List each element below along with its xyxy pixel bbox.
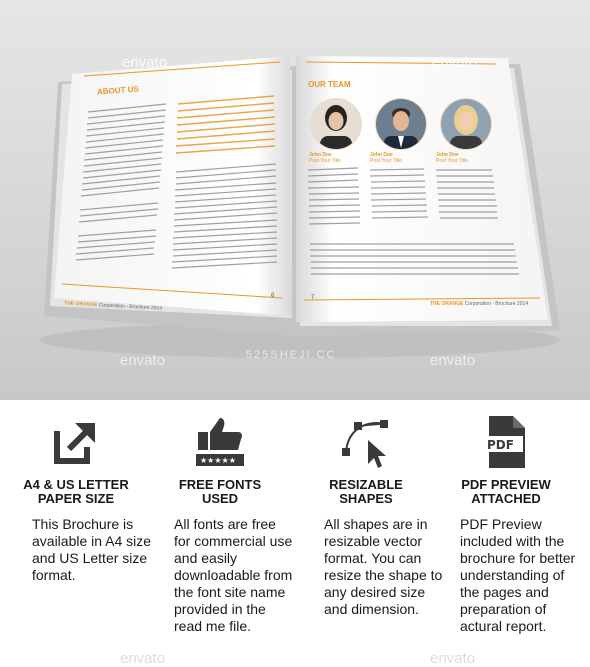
pdf-file-icon — [476, 412, 536, 472]
footer-text: Corporation - Brochure 2014 — [464, 301, 529, 307]
team-member-name: John Doe — [309, 152, 332, 158]
feature-title-line: PDF PREVIEW — [461, 477, 551, 492]
feature-title-line: RESIZABLE — [329, 477, 403, 492]
team-member-2 — [370, 152, 402, 164]
team-member-role: Post Your Title — [309, 158, 341, 164]
left-page — [54, 56, 292, 316]
feature-title-line: A4 & US LETTER — [23, 477, 129, 492]
envato-watermark: envato — [430, 352, 476, 369]
team-member-name: John Doe — [370, 152, 393, 158]
feature-description: PDF Preview included with the brochure for better understanding of the pages and preparation of actural report. — [460, 516, 576, 634]
left-page-heading: ABOUT US — [96, 84, 140, 97]
team-member-name: John Doe — [436, 152, 459, 158]
right-page-heading: OUR TEAM — [308, 80, 351, 89]
team-member-role: Post Your Title — [370, 158, 402, 164]
right-page — [296, 56, 548, 322]
feature-title — [436, 478, 576, 506]
feature-resizable-shapes — [296, 412, 436, 506]
feature-title-line: USED — [201, 491, 239, 506]
footer-brand: THE ORANGE — [63, 300, 98, 309]
footer-text: Corporation - Brochure 2014 — [98, 302, 163, 312]
feature-title-line: SHAPES — [339, 491, 393, 506]
feature-title — [150, 478, 290, 506]
vector-pen-icon — [336, 412, 396, 472]
envato-watermark: envato — [430, 650, 476, 667]
feature-title — [296, 478, 436, 506]
left-page-number: 6 — [271, 293, 275, 299]
team-member-3 — [436, 152, 468, 164]
team-member-1 — [309, 152, 341, 164]
resize-arrow-icon — [46, 412, 106, 472]
feature-paper-size — [6, 412, 146, 506]
feature-free-fonts — [150, 412, 290, 506]
feature-title-line: FREE FONTS — [178, 477, 262, 492]
feature-pdf-preview — [436, 412, 576, 506]
feature-title-line: ATTACHED — [471, 491, 541, 506]
right-page-footer — [430, 301, 528, 307]
envato-watermark: envato — [120, 650, 166, 667]
footer-brand: THE ORANGE — [430, 301, 464, 307]
feature-description: All shapes are in resizable vector format. You can resize the shape to any desired size and dimension. — [324, 516, 443, 617]
team-member-role: Post Your Title — [436, 158, 468, 164]
envato-watermark: envato — [432, 54, 478, 71]
feature-description: This Brochure is available in A4 size and US Letter size format. — [32, 516, 152, 583]
feature-title — [6, 478, 146, 506]
envato-watermark: envato — [120, 352, 166, 369]
right-page-number: 7 — [311, 295, 315, 301]
svg-text:★★★★★: ★★★★★ — [200, 456, 236, 465]
thumbs-up-icon — [190, 412, 250, 472]
envato-watermark: envato — [122, 54, 168, 71]
feature-description: All fonts are free for commercial use and easily downloadable from the font site name provided in the read me file. — [174, 516, 293, 634]
site-watermark: 525SHEJI.CC — [246, 349, 337, 361]
svg-text:PDF: PDF — [487, 438, 514, 452]
feature-title-line: PAPER SIZE — [37, 491, 115, 506]
